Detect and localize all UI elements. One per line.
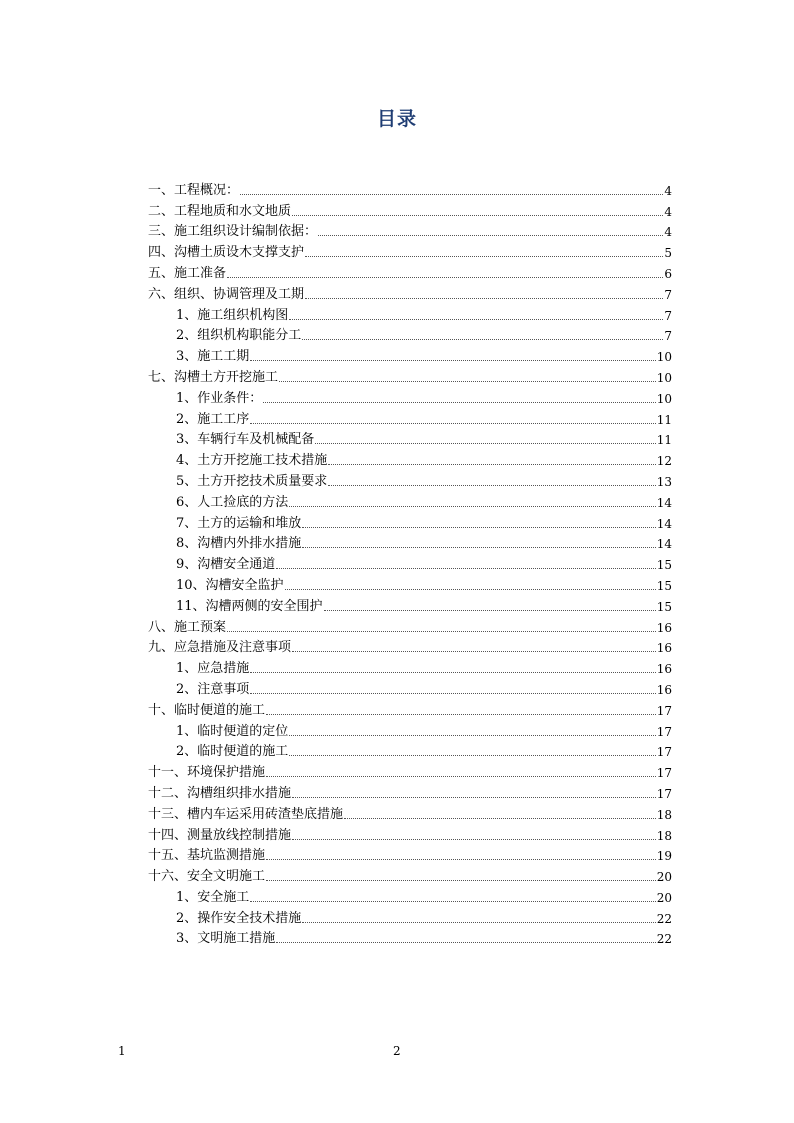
toc-dot-leader — [227, 277, 663, 278]
toc-entry-page-number: 15 — [656, 599, 672, 614]
toc-entry-page-number: 5 — [664, 246, 672, 261]
toc-dot-leader — [289, 755, 655, 756]
toc-entry[interactable] — [148, 760, 672, 781]
toc-entry-label: 十六、安全文明施工 — [148, 869, 266, 885]
toc-entry-label: 3、施工工期 — [176, 349, 250, 365]
toc-dot-leader — [305, 256, 663, 257]
toc-entry-label: 十四、测量放线控制措施 — [148, 827, 292, 843]
toc-entry-label: 3、车辆行车及机械配备 — [176, 432, 315, 448]
toc-entry-page-number: 6 — [664, 266, 672, 281]
toc-entry-label: 十一、环境保护措施 — [148, 765, 266, 781]
toc-entry-label: 十三、槽内车运采用砖渣垫底措施 — [148, 806, 344, 822]
toc-entry[interactable] — [148, 220, 672, 241]
footer-page-number-center: 2 — [393, 1044, 401, 1058]
toc-entry-label: 1、应急措施 — [176, 661, 250, 677]
toc-entry[interactable] — [148, 781, 672, 802]
toc-entry[interactable] — [148, 490, 672, 511]
toc-dot-leader — [292, 215, 663, 216]
toc-entry[interactable] — [148, 844, 672, 865]
toc-entry[interactable] — [148, 864, 672, 885]
toc-entry[interactable] — [148, 282, 672, 303]
toc-entry-page-number: 7 — [664, 329, 672, 344]
toc-dot-leader — [344, 818, 656, 819]
toc-entry-page-number: 11 — [656, 433, 672, 448]
toc-entry[interactable] — [148, 469, 672, 490]
toc-entry[interactable] — [148, 594, 672, 615]
toc-entry[interactable] — [148, 656, 672, 677]
toc-entry-page-number: 4 — [664, 204, 672, 219]
toc-entry-page-number: 17 — [656, 786, 672, 801]
toc-dot-leader — [266, 880, 656, 881]
toc-entry-page-number: 7 — [664, 287, 672, 302]
toc-entry-page-number: 16 — [656, 620, 672, 635]
toc-entry[interactable] — [148, 573, 672, 594]
toc-dot-leader — [250, 672, 655, 673]
toc-dot-leader — [276, 568, 655, 569]
toc-entry[interactable] — [148, 511, 672, 532]
toc-entry[interactable] — [148, 428, 672, 449]
toc-entry-label: 5、土方开挖技术质量要求 — [176, 473, 328, 489]
toc-dot-leader — [266, 776, 656, 777]
toc-dot-leader — [266, 859, 656, 860]
toc-entry-page-number: 16 — [656, 662, 672, 677]
toc-entry[interactable] — [148, 636, 672, 657]
toc-entry[interactable] — [148, 365, 672, 386]
toc-dot-leader — [328, 485, 655, 486]
toc-dot-leader — [289, 506, 655, 507]
toc-entry[interactable] — [148, 407, 672, 428]
toc-entry-label: 1、作业条件： — [176, 390, 263, 406]
toc-entry[interactable] — [148, 324, 672, 345]
toc-dot-leader — [250, 693, 655, 694]
toc-dot-leader — [227, 631, 656, 632]
toc-entry-label: 十二、沟槽组织排水措施 — [148, 785, 292, 801]
toc-entry[interactable] — [148, 698, 672, 719]
toc-dot-leader — [292, 797, 656, 798]
toc-dot-leader — [266, 714, 656, 715]
toc-entry-label: 10、沟槽安全监护 — [176, 577, 284, 593]
toc-entry[interactable] — [148, 823, 672, 844]
toc-entry-label: 九、应急措施及注意事项 — [148, 640, 292, 656]
toc-dot-leader — [289, 735, 655, 736]
toc-entry-page-number: 15 — [656, 578, 672, 593]
toc-entry-label: 三、施工组织设计编制依据： — [148, 224, 318, 240]
toc-entry-label: 八、施工预案 — [148, 619, 227, 635]
toc-entry-label: 7、土方的运输和堆放 — [176, 515, 302, 531]
toc-entry-page-number: 22 — [656, 911, 672, 926]
toc-dot-leader — [305, 298, 663, 299]
toc-dot-leader — [302, 547, 655, 548]
toc-dot-leader — [263, 402, 655, 403]
toc-entry-label: 十、临时便道的施工 — [148, 702, 266, 718]
toc-entry-label: 十五、基坑监测措施 — [148, 848, 266, 864]
toc-entry-page-number: 15 — [656, 558, 672, 573]
toc-entry-label: 七、沟槽土方开挖施工 — [148, 369, 279, 385]
toc-dot-leader — [276, 942, 655, 943]
toc-entry-page-number: 20 — [656, 890, 672, 905]
toc-dot-leader — [285, 589, 656, 590]
toc-entry-label: 8、沟槽内外排水措施 — [176, 536, 302, 552]
toc-entry-page-number: 13 — [656, 474, 672, 489]
table-of-contents — [148, 178, 672, 947]
toc-entry-label: 2、注意事项 — [176, 681, 250, 697]
toc-entry-page-number: 7 — [664, 308, 672, 323]
page-title: 目录 — [376, 108, 417, 130]
toc-entry-page-number: 16 — [656, 682, 672, 697]
toc-entry[interactable] — [148, 386, 672, 407]
toc-dot-leader — [324, 610, 656, 611]
toc-entry-page-number: 10 — [656, 370, 672, 385]
toc-entry[interactable] — [148, 178, 672, 199]
toc-entry-label: 6、人工捡底的方法 — [176, 494, 289, 510]
footer-page-number-left: 1 — [118, 1044, 126, 1058]
toc-entry-page-number: 4 — [664, 183, 672, 198]
toc-entry-page-number: 16 — [656, 641, 672, 656]
toc-entry-page-number: 18 — [656, 828, 672, 843]
toc-dot-leader — [315, 443, 655, 444]
toc-entry-label: 4、土方开挖施工技术措施 — [176, 453, 328, 469]
toc-entry[interactable] — [148, 448, 672, 469]
toc-entry-label: 一、工程概况： — [148, 182, 240, 198]
toc-dot-leader — [289, 319, 663, 320]
toc-entry-label: 2、操作安全技术措施 — [176, 910, 302, 926]
toc-dot-leader — [318, 235, 663, 236]
toc-entry[interactable] — [148, 719, 672, 740]
toc-entry[interactable] — [148, 885, 672, 906]
toc-entry[interactable] — [148, 240, 672, 261]
toc-entry-label: 四、沟槽土质设木支撑支护 — [148, 245, 305, 261]
toc-entry[interactable] — [148, 303, 672, 324]
toc-entry-page-number: 18 — [656, 807, 672, 822]
toc-entry-page-number: 12 — [656, 454, 672, 469]
toc-dot-leader — [250, 423, 655, 424]
toc-entry-label: 11、沟槽两侧的安全围护 — [176, 598, 323, 614]
toc-entry-page-number: 17 — [656, 766, 672, 781]
toc-entry-page-number: 14 — [656, 495, 672, 510]
toc-entry-page-number: 10 — [656, 350, 672, 365]
toc-entry-page-number: 22 — [656, 932, 672, 947]
toc-entry-page-number: 14 — [656, 537, 672, 552]
toc-entry[interactable] — [148, 344, 672, 365]
toc-entry-page-number: 14 — [656, 516, 672, 531]
toc-dot-leader — [328, 464, 655, 465]
toc-dot-leader — [279, 381, 656, 382]
toc-entry-page-number: 17 — [656, 703, 672, 718]
toc-entry-label: 二、工程地质和水文地质 — [148, 203, 292, 219]
toc-dot-leader — [302, 922, 655, 923]
toc-entry-page-number: 17 — [656, 724, 672, 739]
toc-entry[interactable] — [148, 552, 672, 573]
toc-entry[interactable] — [148, 677, 672, 698]
toc-entry-label: 1、施工组织机构图 — [176, 307, 289, 323]
toc-dot-leader — [302, 527, 655, 528]
toc-entry[interactable] — [148, 199, 672, 220]
toc-dot-leader — [250, 360, 655, 361]
toc-entry-label: 六、组织、协调管理及工期 — [148, 286, 305, 302]
toc-entry-label: 2、施工工序 — [176, 411, 250, 427]
toc-dot-leader — [292, 839, 656, 840]
toc-entry[interactable] — [148, 927, 672, 948]
toc-entry-label: 3、文明施工措施 — [176, 931, 276, 947]
toc-entry-page-number: 19 — [656, 849, 672, 864]
toc-entry-page-number: 20 — [656, 870, 672, 885]
toc-entry[interactable] — [148, 740, 672, 761]
toc-entry-label: 五、施工准备 — [148, 265, 227, 281]
toc-entry-page-number: 10 — [656, 391, 672, 406]
toc-entry-page-number: 17 — [656, 745, 672, 760]
toc-entry[interactable] — [148, 615, 672, 636]
toc-entry[interactable] — [148, 802, 672, 823]
toc-entry-page-number: 11 — [656, 412, 672, 427]
toc-entry-page-number: 4 — [664, 225, 672, 240]
toc-entry-label: 9、沟槽安全通道 — [176, 557, 276, 573]
toc-entry[interactable] — [148, 261, 672, 282]
toc-dot-leader — [240, 194, 663, 195]
toc-entry-label: 2、组织机构职能分工 — [176, 328, 302, 344]
toc-entry-label: 1、安全施工 — [176, 889, 250, 905]
toc-dot-leader — [292, 651, 656, 652]
toc-entry-label: 1、临时便道的定位 — [176, 723, 289, 739]
toc-entry[interactable] — [148, 532, 672, 553]
toc-entry[interactable] — [148, 906, 672, 927]
toc-dot-leader — [250, 901, 655, 902]
toc-dot-leader — [302, 339, 663, 340]
toc-entry-label: 2、临时便道的施工 — [176, 744, 289, 760]
